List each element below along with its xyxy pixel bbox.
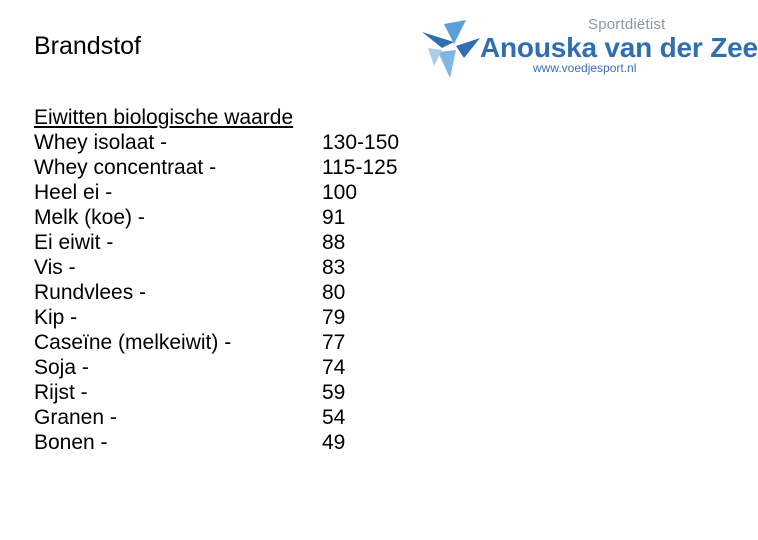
table-row	[34, 430, 399, 455]
row-value: 83	[322, 256, 346, 279]
table-row	[34, 405, 399, 430]
table-row	[34, 155, 399, 180]
row-value: 88	[322, 231, 346, 254]
row-label: Whey concentraat -	[34, 156, 217, 179]
table-row	[34, 330, 399, 355]
row-value: 74	[322, 356, 346, 379]
row-label: Ei eiwit -	[34, 231, 114, 254]
row-value: 80	[322, 281, 346, 304]
row-value: 49	[322, 431, 346, 454]
row-label: Vis -	[34, 256, 76, 279]
table-row	[34, 230, 399, 255]
table-row	[34, 280, 399, 305]
row-value: 77	[322, 331, 346, 354]
slide-title: Brandstof	[34, 32, 142, 60]
table-row	[34, 205, 399, 230]
protein-table	[34, 105, 399, 455]
row-label: Rijst -	[34, 381, 88, 404]
row-value: 59	[322, 381, 346, 404]
row-label: Heel ei -	[34, 181, 113, 204]
row-value: 54	[322, 406, 346, 429]
row-label: Kip -	[34, 306, 78, 329]
row-label: Caseïne (melkeiwit) -	[34, 331, 232, 354]
table-row	[34, 380, 399, 405]
row-label: Granen -	[34, 406, 117, 429]
row-value: 130-150	[322, 131, 400, 154]
row-value: 91	[322, 206, 346, 229]
table-row	[34, 305, 399, 330]
brand-logo	[420, 14, 758, 86]
website-link[interactable]: www.voedjesport.nl	[533, 61, 637, 75]
row-label: Soja -	[34, 356, 89, 379]
table-heading: Eiwitten biologische waarde	[34, 106, 294, 129]
table-row	[34, 255, 399, 280]
leaf-star-icon	[420, 18, 482, 80]
row-value: 100	[322, 181, 358, 204]
row-value: 115-125	[322, 156, 398, 179]
table-row	[34, 355, 399, 380]
row-value: 79	[322, 306, 346, 329]
logo-name: Anouska van der Zee	[480, 32, 758, 63]
logo-subtitle: Sportdiëtist	[588, 16, 666, 33]
table-row	[34, 130, 399, 155]
row-label: Whey isolaat -	[34, 131, 168, 154]
table-row	[34, 180, 399, 205]
table-rows	[34, 130, 399, 455]
row-label: Melk (koe) -	[34, 206, 145, 229]
row-label: Rundvlees -	[34, 281, 147, 304]
row-label: Bonen -	[34, 431, 108, 454]
